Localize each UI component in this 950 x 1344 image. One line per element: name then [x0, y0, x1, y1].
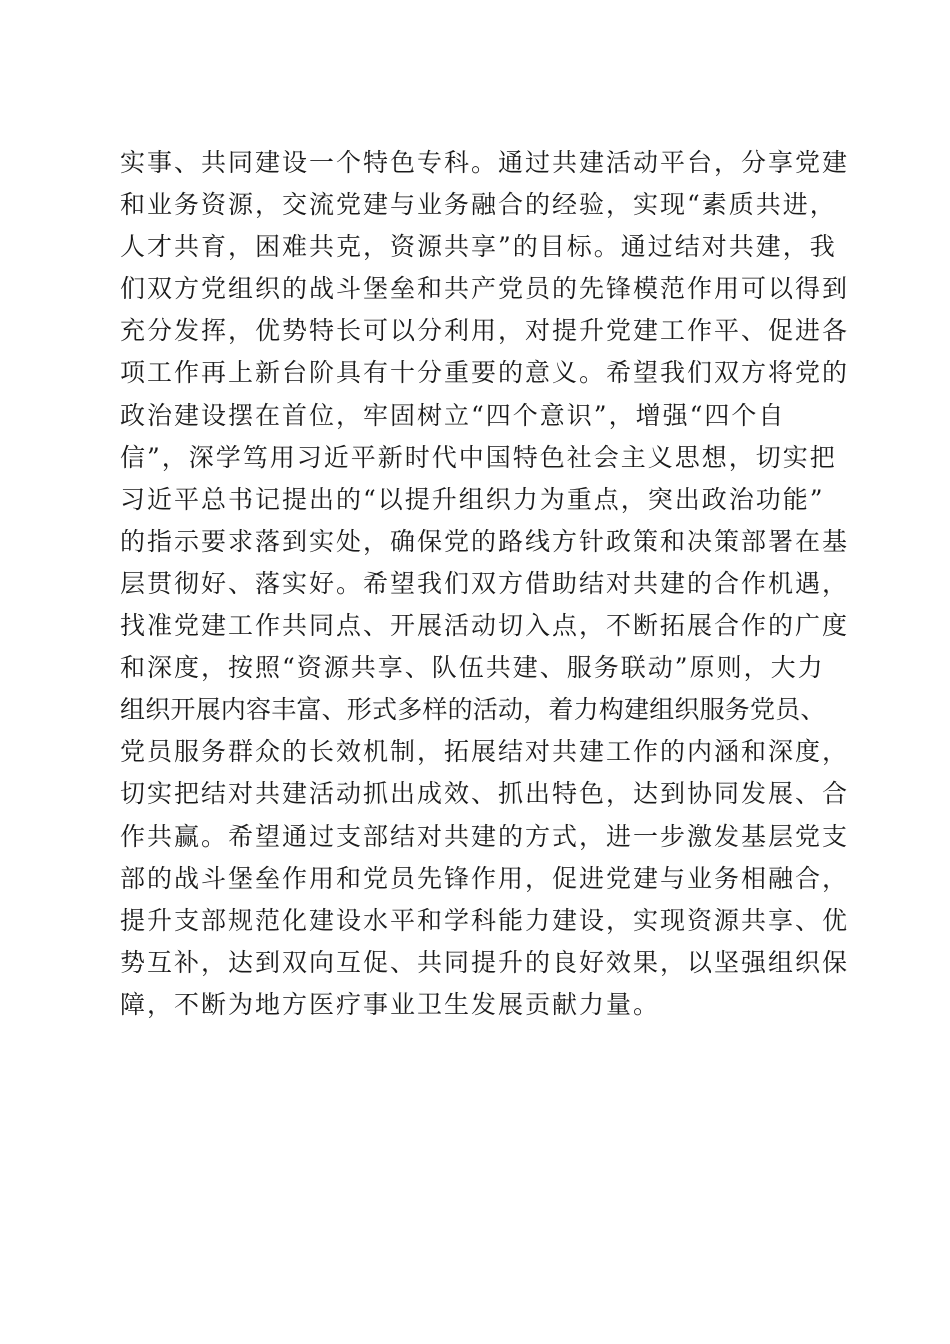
text-line: 实事、共同建设一个特色专科。通过共建活动平台，分享党建 [120, 148, 850, 177]
text-line: 找准党建工作共同点、开展活动切入点，不断拓展合作的广度 [120, 611, 850, 641]
text-line: 项工作再上新台阶具有十分重要的意义。希望我们双方将党的 [120, 358, 850, 388]
text-line: 组织开展内容丰富、形式多样的活动，着力构建组织服务党员、 [120, 695, 826, 725]
text-line: 和深度，按照“资源共享、队伍共建、服务联动”原则，大力 [120, 653, 825, 683]
text-line: 政治建设摆在首位，牢固树立“四个意识”，增强“四个自 [120, 400, 786, 430]
text-line: 势互补，达到双向互促、共同提升的良好效果，以坚强组织保 [120, 947, 850, 977]
text-line: 充分发挥，优势特长可以分利用，对提升党建工作平、促进各 [120, 316, 850, 346]
text-line: 作共赢。希望通过支部结对共建的方式，进一步激发基层党支 [120, 821, 850, 851]
text-line: 障，不断为地方医疗事业卫生发展贡献力量。 [120, 989, 661, 1019]
text-line: 部的战斗堡垒作用和党员先锋作用，促进党建与业务相融合， [120, 863, 850, 893]
text-line: 人才共育，困难共克，资源共享”的目标。通过结对共建，我 [120, 232, 837, 262]
text-line: 习近平总书记提出的“以提升组织力为重点，突出政治功能” [120, 484, 825, 514]
text-line: 提升支部规范化建设水平和学科能力建设，实现资源共享、优 [120, 905, 850, 935]
text-line: 信”，深学笃用习近平新时代中国特色社会主义思想，切实把 [120, 442, 837, 472]
text-line: 和业务资源，交流党建与业务融合的经验，实现“素质共进， [120, 190, 837, 220]
text-line: 党员服务群众的长效机制，拓展结对共建工作的内涵和深度， [120, 737, 850, 767]
text-line: 切实把结对共建活动抓出成效、抓出特色，达到协同发展、合 [120, 779, 850, 809]
text-line: 的指示要求落到实处，确保党的路线方针政策和决策部署在基 [120, 526, 850, 556]
body-paragraph [120, 142, 850, 1026]
text-line: 们双方党组织的战斗堡垒和共产党员的先锋模范作用可以得到 [120, 274, 850, 304]
text-line: 层贯彻好、落实好。希望我们双方借助结对共建的合作机遇， [120, 568, 850, 598]
